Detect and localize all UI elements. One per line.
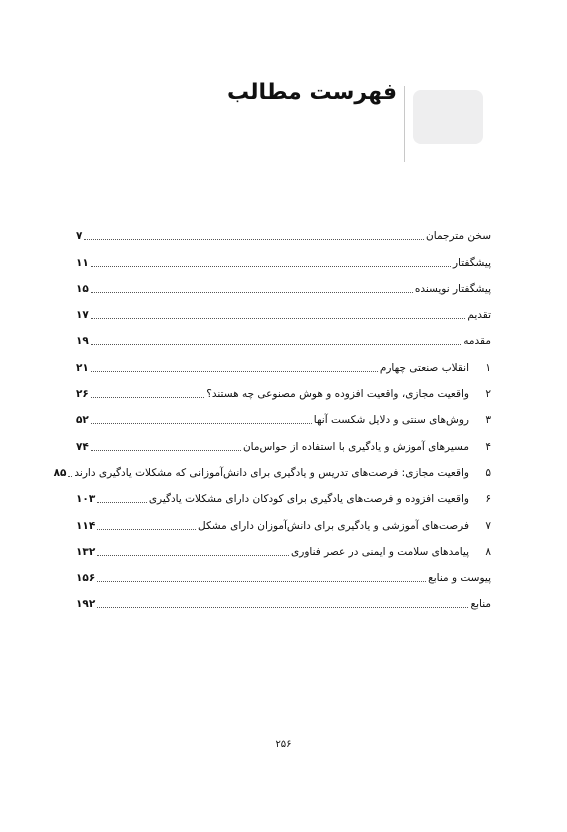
toc-entry-page-number: ۷ bbox=[76, 230, 83, 243]
toc-entry-title: مسیرهای آموزش و یادگیری با استفاده از حواس‌مان bbox=[242, 440, 469, 453]
toc-entry-chapter-number: ۶ bbox=[485, 493, 491, 506]
toc-entry-title: منابع bbox=[470, 598, 491, 611]
toc-entry-title: انقلاب صنعتی چهارم bbox=[379, 361, 469, 374]
page-number: ۲۵۶ bbox=[275, 739, 292, 750]
toc-entry-chapter-number: ۳ bbox=[485, 414, 491, 427]
toc-entry-leader-dots bbox=[97, 607, 468, 608]
toc-entry-chapter-number: ۵ bbox=[485, 466, 491, 479]
toc-entry-leader-dots bbox=[97, 555, 289, 556]
toc-entry-page-number: ۱۱ bbox=[76, 256, 89, 269]
toc-entry-title: پیوست و منابع bbox=[428, 572, 491, 585]
toc-entry-leader-dots bbox=[97, 502, 147, 503]
toc-entry[interactable] bbox=[76, 243, 491, 269]
toc-entry-page-number: ۱۵۶ bbox=[76, 572, 96, 585]
toc-entry-chapter-number: ۸ bbox=[485, 545, 491, 558]
toc-entry[interactable] bbox=[76, 506, 491, 532]
toc-entry-chapter-number: ۲ bbox=[485, 388, 491, 401]
toc-entry[interactable] bbox=[76, 585, 491, 611]
toc-entry-chapter-number: ۱ bbox=[485, 361, 491, 374]
toc-entry-leader-dots bbox=[91, 344, 461, 345]
toc-entry-title: واقعیت مجازی، واقعیت افزوده و هوش مصنوعی چه هستند؟ bbox=[206, 388, 469, 401]
toc-entry[interactable] bbox=[76, 427, 491, 453]
toc-entry-page-number: ۱۹۲ bbox=[76, 598, 96, 611]
toc-entry-chapter-number: ۷ bbox=[485, 519, 491, 532]
toc-entry[interactable] bbox=[76, 480, 491, 506]
toc-entry-leader-dots bbox=[97, 529, 196, 530]
toc-entry-leader-dots bbox=[91, 371, 378, 372]
toc-entry-title: روش‌های سنتی و دلایل شکست آنها bbox=[313, 414, 469, 427]
toc-entry-page-number: ۵۲ bbox=[76, 414, 89, 427]
toc-entry-page-number: ۱۰۳ bbox=[76, 493, 96, 506]
toc-entry-title: پیشگفتار bbox=[452, 256, 491, 269]
toc-entry[interactable] bbox=[76, 270, 491, 296]
toc-entry-page-number: ۱۱۴ bbox=[76, 519, 96, 532]
toc-entry-page-number: ۱۳۲ bbox=[76, 545, 96, 558]
toc-entry-leader-dots bbox=[91, 450, 241, 451]
toc-entry[interactable] bbox=[76, 217, 491, 243]
toc-entry-leader-dots bbox=[68, 476, 72, 477]
toc-entry-page-number: ۸۵ bbox=[53, 466, 67, 479]
toc-entry[interactable] bbox=[76, 533, 491, 559]
toc-entry-page-number: ۱۹ bbox=[76, 335, 89, 348]
toc-entry-leader-dots bbox=[97, 581, 426, 582]
toc-entry[interactable] bbox=[76, 296, 491, 322]
toc-entry-leader-dots bbox=[91, 397, 204, 398]
toc-entry-page-number: ۱۷ bbox=[76, 309, 89, 322]
toc-entry-leader-dots bbox=[91, 266, 451, 267]
page-title: فهرست مطالب bbox=[226, 80, 397, 105]
toc-entry-title: مقدمه bbox=[463, 335, 491, 348]
title-decoration-box bbox=[413, 90, 483, 144]
toc-entry-page-number: ۷۴ bbox=[76, 440, 89, 453]
title-divider bbox=[404, 86, 405, 162]
toc-entry-title: واقعیت افزوده و فرصت‌های یادگیری برای کودکان دارای مشکلات یادگیری bbox=[148, 493, 469, 506]
table-of-contents bbox=[53, 217, 491, 611]
toc-entry-page-number: ۱۵ bbox=[76, 282, 89, 295]
toc-entry[interactable] bbox=[53, 454, 491, 480]
toc-entry[interactable] bbox=[76, 322, 491, 348]
toc-entry-leader-dots bbox=[84, 239, 424, 240]
toc-entry-title: فرصت‌های آموزشی و یادگیری برای دانش‌آموزان دارای مشکل bbox=[198, 519, 469, 532]
toc-entry[interactable] bbox=[76, 348, 491, 374]
toc-entry-leader-dots bbox=[91, 292, 413, 293]
toc-entry-leader-dots bbox=[91, 318, 466, 319]
toc-entry[interactable] bbox=[76, 401, 491, 427]
toc-entry[interactable] bbox=[76, 375, 491, 401]
toc-entry-title: پیامدهای سلامت و ایمنی در عصر فناوری bbox=[291, 545, 469, 558]
toc-entry-title: واقعیت مجازی: فرصت‌های تدریس و یادگیری برای دانش‌آموزانی که مشکلات یادگیری دارند bbox=[74, 466, 469, 479]
toc-entry-leader-dots bbox=[91, 423, 312, 424]
toc-entry-page-number: ۲۶ bbox=[76, 388, 89, 401]
toc-entry[interactable] bbox=[76, 559, 491, 585]
toc-entry-page-number: ۲۱ bbox=[76, 361, 89, 374]
toc-entry-title: سخن مترجمان bbox=[426, 230, 491, 243]
toc-entry-title: پیشگفتار نویسنده bbox=[414, 282, 491, 295]
toc-entry-chapter-number: ۴ bbox=[485, 440, 491, 453]
toc-entry-title: تقدیم bbox=[467, 309, 491, 322]
